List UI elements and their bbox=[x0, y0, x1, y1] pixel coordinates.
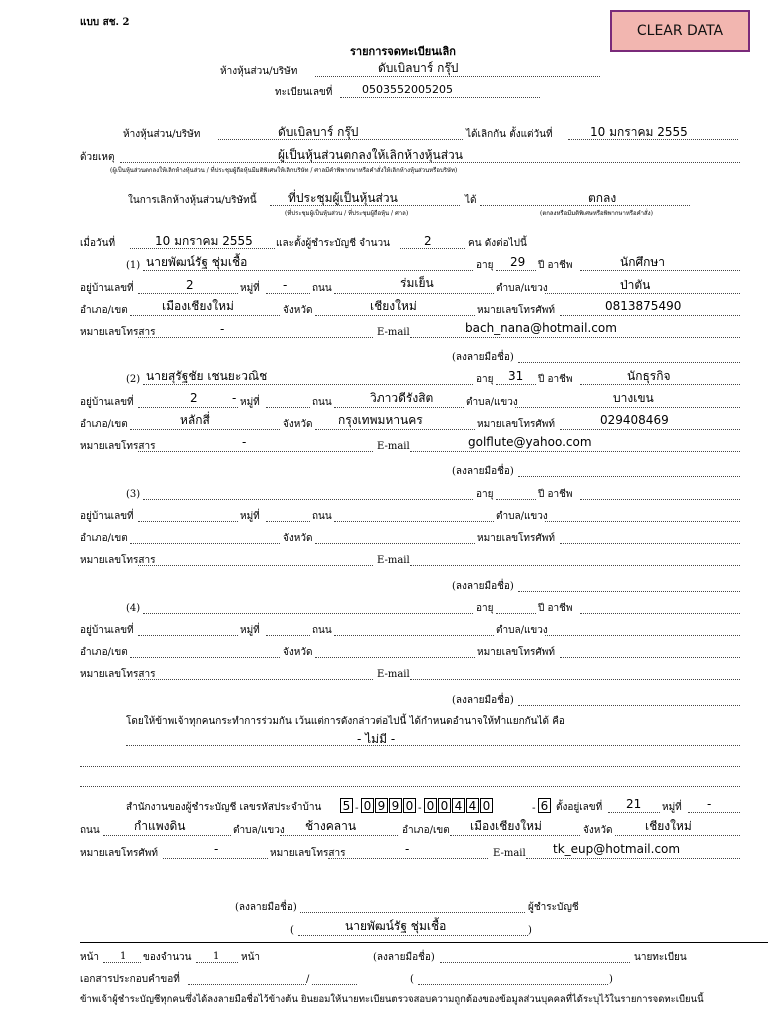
liq3-amphoe-line[interactable] bbox=[130, 543, 280, 544]
liq3-fax-line[interactable] bbox=[138, 565, 373, 566]
liq2-fax-label: หมายเลขโทรสาร bbox=[80, 441, 156, 452]
attachment-label: เอกสารประกอบคำขอที่ bbox=[80, 974, 180, 985]
attachment-line-3 bbox=[418, 984, 608, 985]
liq4-amphoe-label: อำเภอ/เขต bbox=[80, 647, 128, 658]
footer-name-line bbox=[298, 935, 528, 936]
office-province-line bbox=[615, 835, 740, 836]
office-tambon-field[interactable]: ช้างคลาน bbox=[305, 819, 357, 833]
appoint-date-line bbox=[130, 248, 275, 249]
office-fax-label: หมายเลขโทรสาร bbox=[270, 848, 346, 859]
office-moo-label: หมู่ที่ bbox=[662, 802, 682, 813]
liq2-age-label: อายุ bbox=[476, 374, 494, 385]
liq1-house-field[interactable]: 2 bbox=[186, 278, 194, 292]
liq1-province-line bbox=[315, 315, 475, 316]
office-phone-line bbox=[163, 858, 268, 859]
liq1-tambon-label: ตำบล/แขวง bbox=[496, 283, 548, 294]
liq4-house-line[interactable] bbox=[138, 635, 238, 636]
form-code: แบบ สช. 2 bbox=[80, 17, 130, 28]
liq1-phone-line bbox=[560, 315, 740, 316]
footer-sign-line bbox=[300, 912, 525, 913]
liq1-moo-line bbox=[266, 293, 310, 294]
office-amphoe-line bbox=[450, 835, 580, 836]
cause-label: ด้วยเหตุ bbox=[80, 152, 115, 163]
liq2-occ-label: ปี อาชีพ bbox=[538, 374, 573, 385]
liq4-fax-line[interactable] bbox=[138, 679, 373, 680]
liq3-road-label: ถนน bbox=[312, 511, 332, 522]
liq1-email-label: E-mail bbox=[377, 327, 410, 338]
approval-did-label: ได้ bbox=[465, 195, 477, 206]
office-moo-line bbox=[688, 812, 740, 813]
liq1-road-line bbox=[334, 293, 494, 294]
office-amphoe-field[interactable]: เมืองเชียงใหม่ bbox=[470, 819, 542, 833]
office-road-line bbox=[103, 835, 231, 836]
liq1-name-line bbox=[143, 270, 473, 271]
footer-name-field[interactable]: นายพัฒน์รัฐ ชุ่มเชื้อ bbox=[345, 919, 447, 933]
attachment-paren-close: ) bbox=[609, 974, 613, 985]
approval-by-line bbox=[270, 205, 460, 206]
page-number: 1 bbox=[120, 951, 127, 962]
footer-sign-role: ผู้ชำระบัญชี bbox=[528, 902, 579, 913]
liq4-email-line[interactable] bbox=[410, 679, 740, 680]
cause-line bbox=[120, 162, 740, 163]
office-house-line bbox=[608, 812, 660, 813]
page-unit: หน้า bbox=[241, 952, 261, 963]
office-house-label: ตั้งอยู่เลขที่ bbox=[556, 802, 603, 813]
liq1-road-label: ถนน bbox=[312, 283, 332, 294]
office-code-digit[interactable]: 0 bbox=[480, 798, 493, 813]
dissolution-name-line bbox=[218, 139, 463, 140]
office-tambon-label: ตำบล/แขวง bbox=[233, 825, 285, 836]
liq1-moo-label: หมู่ที่ bbox=[240, 283, 260, 294]
liq3-age-label: อายุ bbox=[476, 489, 494, 500]
liq4-moo-line[interactable] bbox=[266, 635, 310, 636]
liq3-road-line[interactable] bbox=[334, 521, 494, 522]
office-amphoe-label: อำเภอ/เขต bbox=[402, 825, 450, 836]
liq4-house-label: อยู่บ้านเลขที่ bbox=[80, 625, 134, 636]
liq3-house-line[interactable] bbox=[138, 521, 238, 522]
liq2-fax-field[interactable]: - bbox=[242, 435, 247, 449]
dissolution-since-label: ได้เลิกกัน ตั้งแต่วันที่ bbox=[466, 129, 553, 140]
liq2-phone-label: หมายเลขโทรศัพท์ bbox=[477, 419, 555, 430]
liq1-road-field[interactable]: ร่มเย็น bbox=[400, 276, 434, 290]
liq1-no: (1) bbox=[126, 260, 141, 271]
liq4-amphoe-line[interactable] bbox=[130, 657, 280, 658]
liq1-tambon-field[interactable]: ป่าตัน bbox=[620, 278, 651, 292]
liq1-occ-field[interactable]: นักศึกษา bbox=[620, 255, 665, 269]
liq2-email-line bbox=[410, 451, 740, 452]
liq3-province-label: จังหวัด bbox=[283, 533, 313, 544]
liq2-phone-line bbox=[560, 429, 740, 430]
liq1-amphoe-line bbox=[130, 315, 280, 316]
reg-number-field[interactable]: 0503552005205 bbox=[362, 83, 453, 96]
liq1-fax-label: หมายเลขโทรสาร bbox=[80, 327, 156, 338]
liq4-tambon-line[interactable] bbox=[545, 635, 740, 636]
liq2-road-field[interactable]: วิภาวดีรังสิต bbox=[370, 391, 434, 405]
attachment-line-2 bbox=[312, 984, 357, 985]
liq1-province-field[interactable]: เชียงใหม่ bbox=[370, 299, 417, 313]
liq2-house-line bbox=[138, 407, 238, 408]
dissolution-label: ห้างหุ้นส่วน/บริษัท bbox=[123, 129, 201, 140]
registrar-label: นายทะเบียน bbox=[634, 952, 687, 963]
joint-action-text: โดยให้ข้าพเจ้าทุกคนกระทำการร่วมกัน เว้นแต่การดังกล่าวต่อไปนี้ ได้กำหนดอำนาจให้ทำแยกกันได้ คือ bbox=[126, 716, 565, 727]
liq4-phone-line[interactable] bbox=[560, 657, 740, 658]
office-code-digit[interactable]: 4 bbox=[452, 798, 465, 813]
liq3-email-line[interactable] bbox=[410, 565, 740, 566]
approval-did-note: (ตกลงหรือมีมติพิเศษหรือพิพากษาหรือคำสั่ง) bbox=[540, 210, 653, 217]
appoint-on-label: เมื่อวันที่ bbox=[80, 238, 116, 249]
liq4-occ-label: ปี อาชีพ bbox=[538, 603, 573, 614]
liq3-sign-label: (ลงลายมือชื่อ) bbox=[452, 581, 514, 592]
total-pages: 1 bbox=[213, 951, 220, 962]
approval-did-line bbox=[480, 205, 690, 206]
liq4-occ-line[interactable] bbox=[580, 613, 740, 614]
liq1-age-label: อายุ bbox=[476, 260, 494, 271]
footer-divider bbox=[80, 942, 768, 943]
joint-action-line-3 bbox=[80, 786, 740, 787]
liq4-age-label: อายุ bbox=[476, 603, 494, 614]
liq2-age-line bbox=[496, 384, 536, 385]
office-code-digit[interactable]: 6 bbox=[538, 798, 551, 813]
liq1-fax-line bbox=[138, 337, 373, 338]
liq1-phone-label: หมายเลขโทรศัพท์ bbox=[477, 305, 555, 316]
liq1-age-field[interactable]: 29 bbox=[510, 255, 526, 269]
partnership-name-field[interactable]: ดับเบิลบาร์ กรุ๊ป bbox=[378, 61, 459, 75]
cause-note: (ผู้เป็นหุ้นส่วนตกลงให้เลิกห้างหุ้นส่วน / ที่ประชุมผู้ถือหุ้นมีมติพิเศษให้เลิกบริษัท / ศาลมีคำพิพากษาหรือคำสั่งให้เลิกห้างหุ้นส่วนหรือบริษัท) bbox=[110, 167, 458, 174]
liq3-tambon-label: ตำบล/แขวง bbox=[496, 511, 548, 522]
liq2-house-label: อยู่บ้านเลขที่ bbox=[80, 397, 134, 408]
liq1-sign-line bbox=[518, 362, 740, 363]
liq4-no: (4) bbox=[126, 603, 141, 614]
liq4-name-line[interactable] bbox=[143, 613, 473, 614]
appoint-count-label: และตั้งผู้ชำระบัญชี จำนวน bbox=[276, 238, 390, 249]
liq2-moo-label: หมู่ที่ bbox=[240, 397, 260, 408]
liq3-name-line[interactable] bbox=[143, 499, 473, 500]
liq3-moo-label: หมู่ที่ bbox=[240, 511, 260, 522]
liq3-no: (3) bbox=[126, 489, 141, 500]
liq3-email-label: E-mail bbox=[377, 555, 410, 566]
page-label: หน้า bbox=[80, 952, 100, 963]
office-code-dash: - bbox=[355, 803, 359, 814]
liq2-house-field[interactable]: 2 bbox=[190, 391, 198, 405]
liq2-name-line bbox=[143, 384, 473, 385]
liq1-fax-field[interactable]: - bbox=[220, 322, 225, 336]
office-code-digit[interactable]: 0 bbox=[438, 798, 451, 813]
liq4-email-label: E-mail bbox=[377, 669, 410, 680]
liq2-moo-line bbox=[266, 407, 310, 408]
footer-paren-close: ) bbox=[528, 925, 532, 936]
appoint-count-field[interactable]: 2 bbox=[424, 234, 432, 248]
liq1-house-line bbox=[138, 293, 238, 294]
liq2-phone-field[interactable]: 029408469 bbox=[600, 413, 669, 427]
office-phone-field[interactable]: - bbox=[214, 842, 219, 856]
liq4-tambon-label: ตำบล/แขวง bbox=[496, 625, 548, 636]
liq2-age-field[interactable]: 31 bbox=[508, 369, 524, 383]
attachment-line-1 bbox=[188, 984, 306, 985]
approval-label: ในการเลิกห้างหุ้นส่วน/บริษัทนี้ bbox=[128, 195, 257, 206]
office-moo-field[interactable]: - bbox=[707, 797, 712, 811]
liq1-occ-line bbox=[580, 270, 740, 271]
office-province-label: จังหวัด bbox=[583, 825, 613, 836]
office-fax-field[interactable]: - bbox=[405, 842, 410, 856]
liq3-house-label: อยู่บ้านเลขที่ bbox=[80, 511, 134, 522]
liq1-house-label: อยู่บ้านเลขที่ bbox=[80, 283, 134, 294]
footer-sign-label: (ลงลายมือชื่อ) bbox=[235, 902, 297, 913]
liq2-moo-field[interactable]: - bbox=[232, 391, 237, 405]
liq1-sign-label: (ลงลายมือชื่อ) bbox=[452, 352, 514, 363]
liq3-occ-line[interactable] bbox=[580, 499, 740, 500]
liq4-moo-label: หมู่ที่ bbox=[240, 625, 260, 636]
registrar-sign-label: (ลงลายมือชื่อ) bbox=[373, 952, 435, 963]
liq4-road-line[interactable] bbox=[334, 635, 494, 636]
liq2-province-label: จังหวัด bbox=[283, 419, 313, 430]
dissolution-name-field[interactable]: ดับเบิลบาร์ กรุ๊ป bbox=[278, 125, 359, 139]
liq3-province-line[interactable] bbox=[315, 543, 475, 544]
office-road-field[interactable]: กำแพงดิน bbox=[134, 819, 186, 833]
liq2-sign-label: (ลงลายมือชื่อ) bbox=[452, 466, 514, 477]
office-house-field[interactable]: 21 bbox=[626, 797, 642, 811]
liq2-tambon-line bbox=[515, 407, 740, 408]
liq1-moo-field[interactable]: - bbox=[283, 278, 288, 292]
appoint-suffix: คน ดังต่อไปนี้ bbox=[468, 238, 527, 249]
office-email-label: E-mail bbox=[493, 848, 526, 859]
liq3-phone-line[interactable] bbox=[560, 543, 740, 544]
liq4-road-label: ถนน bbox=[312, 625, 332, 636]
liq2-no: (2) bbox=[126, 374, 141, 385]
approval-by-note: (ที่ประชุมผู้เป็นหุ้นส่วน / ที่ประชุมผู้ถือหุ้น / ศาล) bbox=[285, 210, 409, 217]
liq2-tambon-label: ตำบล/แขวง bbox=[466, 397, 518, 408]
office-code-digit[interactable]: 9 bbox=[389, 798, 402, 813]
liq1-occ-label: ปี อาชีพ bbox=[538, 260, 573, 271]
office-code-digit[interactable]: 0 bbox=[424, 798, 437, 813]
liq4-phone-label: หมายเลขโทรศัพท์ bbox=[477, 647, 555, 658]
liq4-age-line[interactable] bbox=[496, 613, 536, 614]
of-label: ของจำนวน bbox=[143, 952, 192, 963]
declaration-text: ข้าพเจ้าผู้ชำระบัญชีทุกคนซึ่งได้ลงลายมือชื่อไว้ข้างต้น ยินยอมให้นายทะเบียนตรวจสอบความถูกต้องของข้อมูลส่วนบุคคลที่ได้ระบุไว้ในรายการจดทะเบียนนี้ bbox=[80, 994, 704, 1005]
clear-data-button[interactable]: CLEAR DATA bbox=[610, 10, 750, 52]
approval-by-field[interactable]: ที่ประชุมผู้เป็นหุ้นส่วน bbox=[288, 191, 398, 205]
liq1-phone-field[interactable]: 0813875490 bbox=[605, 299, 682, 313]
office-code-digit[interactable]: 0 bbox=[361, 798, 374, 813]
liq2-amphoe-field[interactable]: หลักสี่ bbox=[180, 413, 210, 427]
liq2-province-line bbox=[315, 429, 475, 430]
liq4-province-label: จังหวัด bbox=[283, 647, 313, 658]
reg-number-label: ทะเบียนเลขที่ bbox=[275, 87, 333, 98]
liq1-name-field[interactable]: นายพัฒน์รัฐ ชุ่มเชื้อ bbox=[146, 255, 248, 269]
total-line bbox=[196, 962, 238, 963]
office-email-field[interactable]: tk_eup@hotmail.com bbox=[553, 842, 681, 856]
liq2-road-line bbox=[334, 407, 464, 408]
office-tambon-line bbox=[280, 835, 398, 836]
liq1-province-label: จังหวัด bbox=[283, 305, 313, 316]
office-code-digit[interactable]: 4 bbox=[466, 798, 479, 813]
liq3-sign-line bbox=[518, 591, 740, 592]
office-code-label: สำนักงานของผู้ชำระบัญชี เลขรหัสประจำบ้าน bbox=[126, 802, 322, 813]
liq3-moo-line[interactable] bbox=[266, 521, 310, 522]
liq2-tambon-field[interactable]: บางเขน bbox=[613, 391, 654, 405]
office-fax-line bbox=[328, 858, 488, 859]
liq4-province-line[interactable] bbox=[315, 657, 475, 658]
liq2-occ-line bbox=[580, 384, 740, 385]
liq2-amphoe-label: อำเภอ/เขต bbox=[80, 419, 128, 430]
liq2-email-field[interactable]: golflute@yahoo.com bbox=[468, 435, 592, 449]
attachment-slash: / bbox=[306, 974, 310, 985]
partnership-name-line bbox=[315, 76, 600, 77]
liq2-email-label: E-mail bbox=[377, 441, 410, 452]
approval-did-field[interactable]: ตกลง bbox=[588, 191, 617, 205]
dissolution-date-field[interactable]: 10 มกราคม 2555 bbox=[590, 125, 688, 139]
liq4-fax-label: หมายเลขโทรสาร bbox=[80, 669, 156, 680]
dissolution-date-line bbox=[568, 139, 738, 140]
liq3-fax-label: หมายเลขโทรสาร bbox=[80, 555, 156, 566]
liq2-province-field[interactable]: กรุงเทพมหานคร bbox=[338, 413, 423, 427]
reg-number-line bbox=[340, 97, 540, 98]
office-phone-label: หมายเลขโทรศัพท์ bbox=[80, 848, 158, 859]
liq1-tambon-line bbox=[545, 293, 740, 294]
office-code-digit[interactable]: 9 bbox=[375, 798, 388, 813]
registrar-sign-line bbox=[440, 962, 630, 963]
liq1-age-line bbox=[496, 270, 536, 271]
office-road-label: ถนน bbox=[80, 825, 100, 836]
liq1-amphoe-field[interactable]: เมืองเชียงใหม่ bbox=[162, 299, 234, 313]
office-email-line bbox=[526, 858, 740, 859]
liq2-occ-field[interactable]: นักธุรกิจ bbox=[627, 369, 671, 383]
liq3-tambon-line[interactable] bbox=[545, 521, 740, 522]
liq4-sign-label: (ลงลายมือชื่อ) bbox=[452, 695, 514, 706]
office-code-digit[interactable]: 0 bbox=[403, 798, 416, 813]
office-code-digit[interactable]: 5 bbox=[340, 798, 353, 813]
attachment-paren-open: ( bbox=[410, 974, 414, 985]
cause-field[interactable]: ผู้เป็นหุ้นส่วนตกลงให้เลิกห้างหุ้นส่วน bbox=[278, 148, 463, 162]
liq2-fax-line bbox=[138, 451, 373, 452]
liq2-road-label: ถนน bbox=[312, 397, 332, 408]
liq3-amphoe-label: อำเภอ/เขต bbox=[80, 533, 128, 544]
liq4-sign-line bbox=[518, 705, 740, 706]
office-province-field[interactable]: เชียงใหม่ bbox=[645, 819, 692, 833]
liq1-amphoe-label: อำเภอ/เขต bbox=[80, 305, 128, 316]
appoint-count-line bbox=[400, 248, 465, 249]
liq1-email-line bbox=[410, 337, 740, 338]
joint-action-line-1 bbox=[126, 745, 740, 746]
joint-action-line-2 bbox=[80, 766, 740, 767]
liq3-phone-label: หมายเลขโทรศัพท์ bbox=[477, 533, 555, 544]
office-code-dash: - bbox=[532, 803, 536, 814]
liq2-amphoe-line bbox=[130, 429, 280, 430]
liq3-age-line[interactable] bbox=[496, 499, 536, 500]
page-line bbox=[103, 962, 141, 963]
partnership-label: ห้างหุ้นส่วน/บริษัท bbox=[220, 66, 298, 77]
liq3-occ-label: ปี อาชีพ bbox=[538, 489, 573, 500]
form-title: รายการจดทะเบียนเลิก bbox=[350, 45, 456, 58]
liq2-sign-line bbox=[518, 476, 740, 477]
office-code-dash: - bbox=[418, 803, 422, 814]
footer-paren-open: ( bbox=[290, 925, 294, 936]
joint-action-field[interactable]: - ไม่มี - bbox=[357, 732, 396, 746]
liq2-name-field[interactable]: นายสุรัฐชัย เชนยะวณิช bbox=[146, 369, 268, 383]
appoint-date-field[interactable]: 10 มกราคม 2555 bbox=[155, 234, 253, 248]
liq1-email-field[interactable]: bach_nana@hotmail.com bbox=[465, 321, 617, 335]
